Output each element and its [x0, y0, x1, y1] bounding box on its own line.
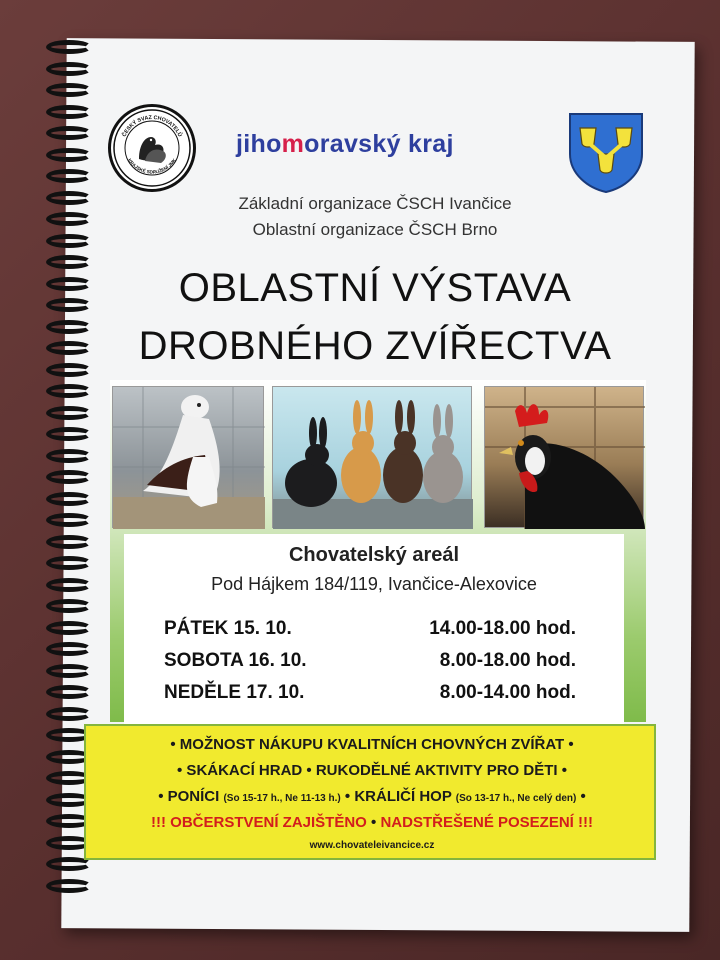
- region-text-part-2: oravský kraj: [304, 130, 454, 158]
- ponies-label: • PONÍCI: [158, 788, 220, 805]
- event-title-line-1: OBLASTNÍ VÝSTAVA: [178, 266, 572, 310]
- schedule-time: 8.00-18.00 hod.: [439, 650, 576, 671]
- separator-bullet: •: [371, 814, 377, 831]
- schedule-day: PÁTEK 15. 10.: [164, 618, 292, 639]
- binding-ring: [46, 513, 92, 527]
- event-info-box: [124, 534, 624, 724]
- binding-ring: [46, 470, 92, 484]
- rabbit-hop-hours: (So 13-17 h., Ne celý den): [455, 793, 577, 804]
- organizer-primary: Základní organizace ČSCH Ivančice: [238, 194, 512, 213]
- region-text-part-1: jiho: [236, 130, 282, 158]
- rabbits-illustration-icon: [273, 387, 473, 529]
- binding-ring: [46, 556, 92, 570]
- schedule-day: SOBOTA 16. 10.: [164, 650, 307, 671]
- binding-ring: [46, 384, 92, 398]
- website-url: www.chovateleivancice.cz: [309, 840, 435, 851]
- schedule-day: NEDĚLE 17. 10.: [164, 682, 305, 703]
- line-end-bullet: •: [580, 788, 586, 805]
- binding-ring: [46, 707, 92, 721]
- region-text-m: m: [281, 130, 305, 158]
- region-logo-text: [236, 130, 454, 159]
- binding-ring: [46, 578, 92, 592]
- pigeon-photo: [112, 386, 264, 528]
- breeders-union-logo: [108, 104, 196, 192]
- pigeon-illustration-icon: [113, 387, 265, 529]
- refreshments-text: !!! OBČERSTVENÍ ZAJIŠTĚNO: [151, 814, 367, 831]
- feature-line-refreshments: [86, 814, 658, 831]
- covered-seating-text: NADSTŘEŠENÉ POSEZENÍ !!!: [380, 814, 593, 831]
- binding-ring: [46, 621, 92, 635]
- binding-ring: [46, 427, 92, 441]
- event-title-line-2: DROBNÉHO ZVÍŘECTVA: [138, 324, 612, 368]
- binding-ring: [46, 879, 92, 893]
- features-banner: [84, 724, 656, 860]
- binding-ring: [46, 642, 92, 656]
- binding-ring: [46, 492, 92, 506]
- logo-ring-bottom-text: KRAJSKÉ SDRUŽENÍ JMK: [127, 157, 177, 175]
- binding-ring: [46, 449, 92, 463]
- binding-ring: [46, 599, 92, 613]
- schedule-time: 8.00-14.00 hod.: [439, 682, 576, 703]
- feature-line-ponies-rabbits: [86, 788, 658, 805]
- schedule-time: 14.00-18.00 hod.: [429, 618, 576, 639]
- rabbits-photo: [272, 386, 472, 528]
- binding-ring: [46, 62, 92, 76]
- coat-of-arms-icon: [566, 110, 646, 194]
- binding-ring: [46, 685, 92, 699]
- rabbit-hop-label: • KRÁLIČÍ HOP: [344, 788, 452, 805]
- binding-ring: [46, 126, 92, 140]
- binding-ring: [46, 148, 92, 162]
- logo-ring-top-text: ČESKÝ SVAZ CHOVATELŮ: [121, 114, 183, 138]
- organizer-regional: Oblastní organizace ČSCH Brno: [252, 220, 498, 239]
- binding-ring: [46, 83, 92, 97]
- binding-ring: [46, 40, 92, 54]
- pigeons-emblem-icon: [111, 107, 193, 189]
- venue-address: Pod Hájkem 184/119, Ivančice-Alexovice: [211, 574, 537, 594]
- rooster-illustration-icon: [485, 387, 645, 529]
- binding-ring: [46, 406, 92, 420]
- ponies-hours: (So 15-17 h., Ne 11-13 h.): [223, 793, 341, 804]
- rooster-photo: [484, 386, 644, 528]
- binding-ring: [46, 535, 92, 549]
- venue-name: Chovatelský areál: [288, 544, 460, 566]
- feature-line-purchase: • MOŽNOST NÁKUPU KVALITNÍCH CHOVNÝCH ZVÍŘAT •: [170, 736, 574, 753]
- binding-ring: [46, 105, 92, 119]
- binding-ring: [46, 664, 92, 678]
- feature-line-activities: • SKÁKACÍ HRAD • RUKODĚLNÉ AKTIVITY PRO DĚTI •: [177, 762, 567, 779]
- binding-ring: [46, 169, 92, 183]
